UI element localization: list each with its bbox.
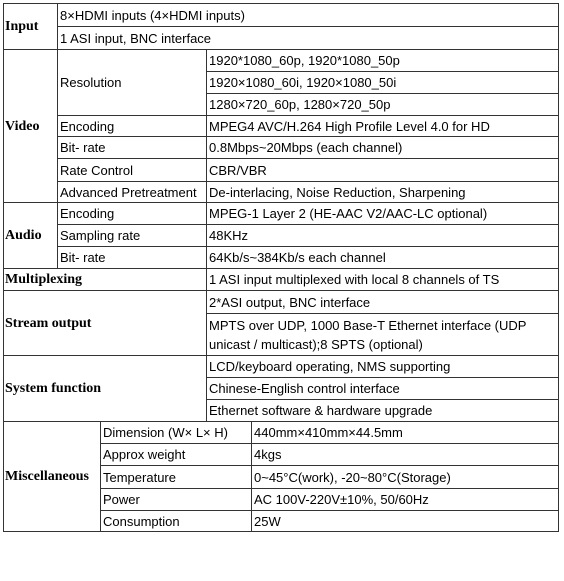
spec-label: Advanced Pretreatment — [58, 182, 207, 203]
spec-value: 0.8Mbps~20Mbps (each channel) — [207, 137, 559, 159]
spec-label: Bit- rate — [58, 247, 207, 269]
category-input: Input — [4, 4, 58, 50]
spec-label: Rate Control — [58, 159, 207, 182]
table-row — [4, 203, 559, 225]
spec-label: Approx weight — [101, 444, 252, 466]
spec-value: 2*ASI output, BNC interface — [207, 291, 559, 314]
table-row — [4, 356, 559, 378]
spec-label: Encoding — [58, 203, 207, 225]
spec-label: Dimension (W× L× H) — [101, 422, 252, 444]
table-row — [4, 116, 559, 137]
table-row — [4, 422, 559, 444]
spec-value: Chinese-English control interface — [207, 378, 559, 400]
category-video: Video — [4, 50, 58, 203]
spec-label: Sampling rate — [58, 225, 207, 247]
table-row — [4, 182, 559, 203]
table-row — [4, 269, 559, 291]
table-row — [4, 137, 559, 159]
spec-value: MPTS over UDP, 1000 Base-T Ethernet interface (UDP unicast / multicast);8 SPTS (optional) — [207, 314, 559, 356]
spec-value: De-interlacing, Noise Reduction, Sharpening — [207, 182, 559, 203]
spec-value: 48KHz — [207, 225, 559, 247]
spec-value: CBR/VBR — [207, 159, 559, 182]
spec-value: 1920×1080_60i, 1920×1080_50i — [207, 72, 559, 94]
spec-value: 440mm×410mm×44.5mm — [252, 422, 559, 444]
category-multiplexing: Multiplexing — [4, 269, 207, 291]
spec-value: 1280×720_60p, 1280×720_50p — [207, 94, 559, 116]
category-audio: Audio — [4, 203, 58, 269]
spec-label: Consumption — [101, 511, 252, 532]
category-miscellaneous: Miscellaneous — [4, 422, 101, 532]
spec-value: AC 100V-220V±10%, 50/60Hz — [252, 489, 559, 511]
spec-value: 25W — [252, 511, 559, 532]
category-system-function: System function — [4, 356, 207, 422]
input-row: 1 ASI input, BNC interface — [58, 27, 559, 50]
spec-label: Temperature — [101, 466, 252, 489]
spec-value: MPEG-1 Layer 2 (HE-AAC V2/AAC-LC optional) — [207, 203, 559, 225]
spec-label: Resolution — [58, 50, 207, 116]
category-stream-output: Stream output — [4, 291, 207, 356]
spec-value: 4kgs — [252, 444, 559, 466]
spec-table — [3, 3, 559, 532]
table-row — [4, 27, 559, 50]
spec-value: LCD/keyboard operating, NMS supporting — [207, 356, 559, 378]
spec-value: 1 ASI input multiplexed with local 8 channels of TS — [207, 269, 559, 291]
spec-value: 64Kb/s~384Kb/s each channel — [207, 247, 559, 269]
spec-value: 1920*1080_60p, 1920*1080_50p — [207, 50, 559, 72]
table-row — [4, 159, 559, 182]
spec-value: MPEG4 AVC/H.264 High Profile Level 4.0 for HD — [207, 116, 559, 137]
table-row — [4, 247, 559, 269]
spec-label: Bit- rate — [58, 137, 207, 159]
spec-label: Encoding — [58, 116, 207, 137]
table-row — [4, 225, 559, 247]
table-row — [4, 50, 559, 72]
spec-label: Power — [101, 489, 252, 511]
input-row: 8×HDMI inputs (4×HDMI inputs) — [58, 4, 559, 27]
table-row — [4, 291, 559, 314]
spec-value: 0~45°C(work), -20~80°C(Storage) — [252, 466, 559, 489]
spec-value: Ethernet software & hardware upgrade — [207, 400, 559, 422]
table-row — [4, 4, 559, 27]
